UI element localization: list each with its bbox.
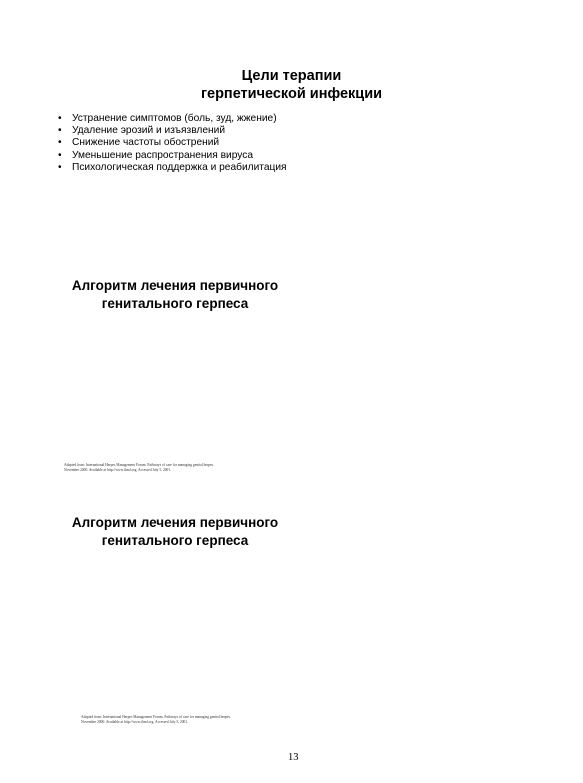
algorithm1-title-line2: генитального герпеса	[101, 296, 249, 311]
goal-text: Устранение симптомов (боль, зуд, жжение)	[72, 113, 277, 124]
bullet-icon: •	[58, 125, 62, 137]
list-item	[58, 137, 294, 149]
page-number: 13	[288, 752, 299, 763]
algorithm1-slide-title	[0, 277, 350, 313]
goal-text: Снижение частоты обострений	[72, 137, 220, 149]
algorithm2-title-line2: генитального герпеса	[101, 533, 249, 548]
bullet-icon: •	[58, 161, 62, 173]
goals-title-line1: Цели терапии	[241, 68, 342, 84]
bullet-icon: •	[58, 149, 62, 161]
list-item	[58, 150, 294, 162]
algorithm2-slide-title	[0, 514, 350, 550]
list-item	[58, 113, 294, 125]
goals-title-line2: герпетической инфекции	[200, 86, 383, 102]
goals-slide-title	[0, 67, 583, 103]
list-item	[58, 125, 294, 137]
list-item	[58, 162, 294, 174]
algorithm2-title-line1: Алгоритм лечения первичного	[71, 515, 279, 530]
goal-text: Уменьшение распространения вируса	[72, 149, 253, 161]
bullet-icon: •	[58, 137, 62, 149]
algorithm2-source-note: Adapted from: International Herpes Management Forum. Pathways of care for managing genital herpes. November 2000. Available at http://www.ihmf.org. Accessed July 5, 2001.	[81, 715, 231, 724]
algorithm1-source-note: Adapted from: International Herpes Management Forum. Pathways of care for managing genital herpes. November 2000. Available at http://www.ihmf.org. Accessed July 5, 2001.	[64, 463, 214, 472]
bullet-icon: •	[58, 113, 62, 124]
goals-list	[58, 113, 294, 174]
goal-text: Удаление эрозий и изъязвлений	[72, 125, 226, 137]
algorithm1-title-line1: Алгоритм лечения первичного	[71, 278, 279, 293]
goal-text: Психологическая поддержка и реабилитация	[72, 161, 287, 173]
